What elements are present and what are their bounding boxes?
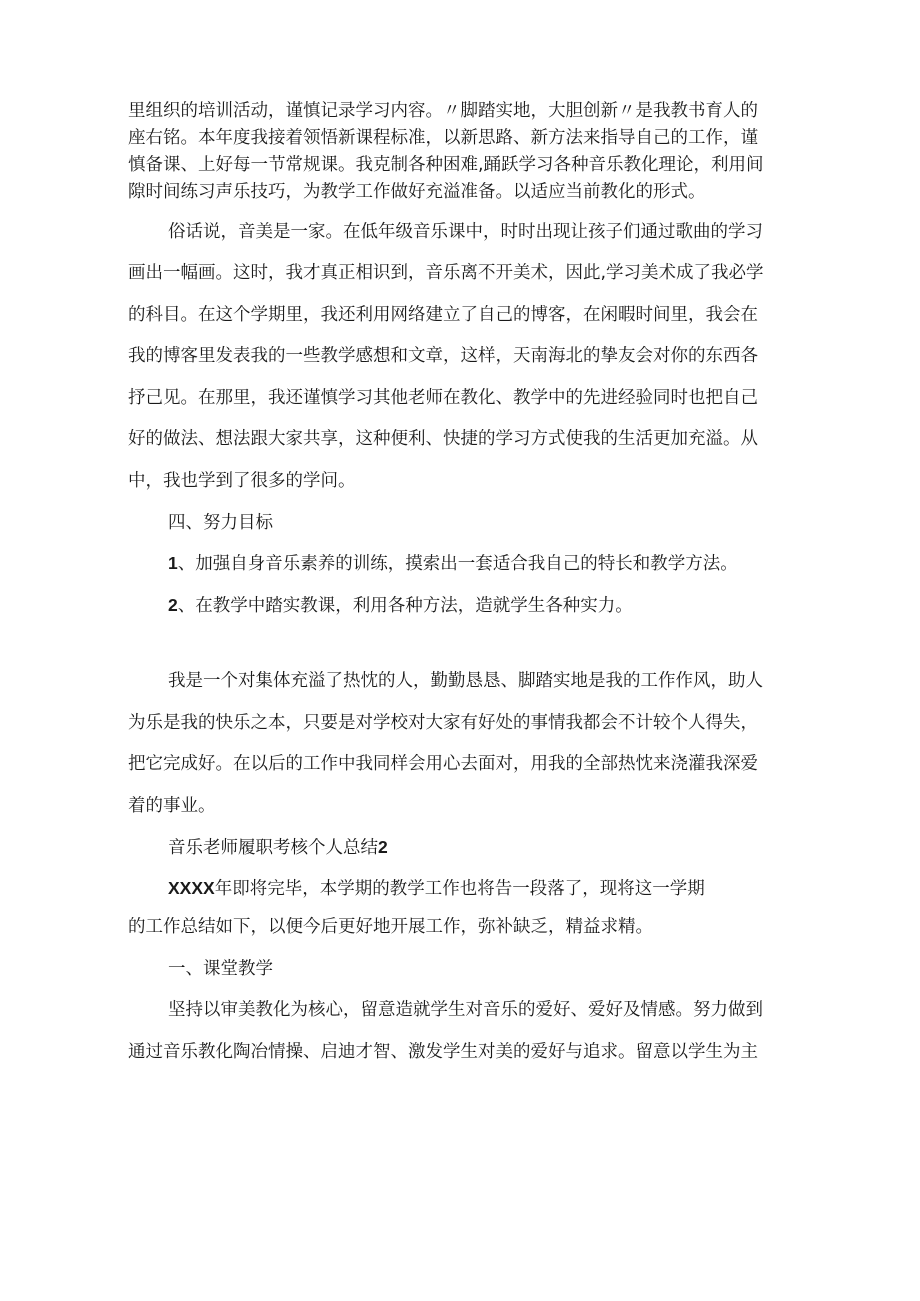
goal-text: 、加强自身音乐素养的训练，摸索出一套适合我自己的特长和教学方法。 [177,554,738,574]
section-heading: 四、努力目标 [168,513,273,533]
text-line: 的工作总结如下，以便今后更好地开展工作，弥补缺乏，精益求精。 [128,917,653,937]
text-line: 慎备课、上好每一节常规课。我克制各种困难,踊跃学习各种音乐教化理论，利用间 [128,155,764,175]
document-title [168,834,388,859]
section-heading: 一、课堂教学 [168,959,273,979]
text-line: 中，我也学到了很多的学问。 [128,471,356,491]
goal-number: 1 [168,553,178,573]
text-line: 坚持以审美教化为核心，留意造就学生对音乐的爱好、爱好及情感。努力做到 [168,1000,763,1020]
text-line: 隙时间练习声乐技巧，为教学工作做好充溢准备。以适应当前教化的形式。 [128,182,706,202]
title-number: 2 [378,837,388,857]
text-line: 着的事业。 [128,796,216,816]
text-line: 抒己见。在那里，我还谨慎学习其他老师在教化、教学中的先进经验同时也把自己 [128,388,758,408]
text-line: 我是一个对集体充溢了热忱的人，勤勤恳恳、脚踏实地是我的工作作风，助人 [168,671,763,691]
text-line: 画出一幅画。这时，我才真正相识到，音乐离不开美术，因此,学习美术成了我必学 [128,263,764,283]
text-line: 俗话说，音美是一家。在低年级音乐课中，时时出现让孩子们通过歌曲的学习 [168,222,763,242]
text-line: 通过音乐教化陶冶情操、启迪才智、激发学生对美的爱好与追求。留意以学生为主 [128,1042,758,1062]
text-line: 我的博客里发表我的一些教学感想和文章，这样，天南海北的挚友会对你的东西各 [128,346,758,366]
text-line: 好的做法、想法跟大家共享，这种便利、快捷的学习方式使我的生活更加充溢。从 [128,429,758,449]
goal-number: 2 [168,595,178,615]
year-placeholder: XXXX [168,878,215,898]
text-line: 里组织的培训活动，谨慎记录学习内容。〃脚踏实地，大胆创新〃是我教书育人的 [128,101,758,121]
goal-item [168,592,633,617]
goal-item [168,550,738,575]
goal-text: 、在教学中踏实教课，利用各种方法，造就学生各种实力。 [177,596,633,616]
title-text: 音乐老师履职考核个人总结 [168,838,378,858]
text-line-content: 年即将完毕，本学期的教学工作也将告一段落了，现将这一学期 [214,879,705,899]
text-line: 把它完成好。在以后的工作中我同样会用心去面对，用我的全部热忱来浇灌我深爱 [128,754,758,774]
text-line: 的科目。在这个学期里，我还利用网络建立了自己的博客，在闲暇时间里，我会在 [128,305,758,325]
text-line: 为乐是我的快乐之本，只要是对学校对大家有好处的事情我都会不计较个人得失， [128,713,758,733]
text-line: 座右铭。本年度我接着领悟新课程标准，以新思路、新方法来指导自己的工作，谨 [128,128,758,148]
text-line [168,875,705,900]
